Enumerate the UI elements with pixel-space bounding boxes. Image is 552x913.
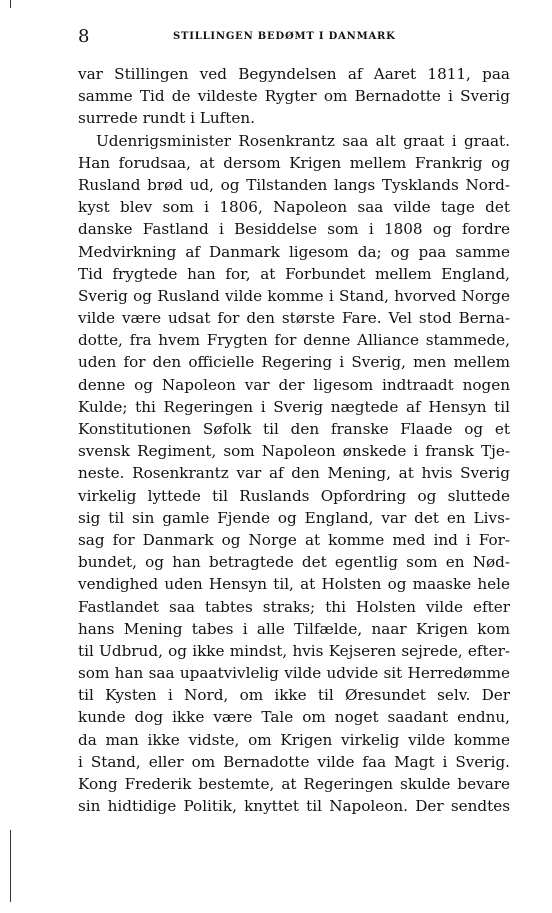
text-line: var Stillingen ved Begyndelsen af Aaret 1811, paa xyxy=(78,65,510,83)
text-line: til Udbrud, og ikke mindst, hvis Kejseren sejrede, efter- xyxy=(78,641,510,660)
text-line: Medvirkning af Danmark ligesom da; og paa samme xyxy=(78,242,510,261)
text-line: sig til sin gamle Fjende og England, var det en Livs- xyxy=(78,508,510,527)
text-line: dotte, fra hvem Frygten for denne Alliance stammede, xyxy=(78,331,510,350)
text-line: virkelig lyttede til Ruslands Opfordring og sluttede xyxy=(78,486,510,505)
text-line: Sverig og Rusland vilde komme i Stand, hvorved Norge xyxy=(78,286,510,305)
text-line: danske Fastland i Besiddelse som i 1808 og fordre xyxy=(78,220,510,239)
text-line: sag for Danmark og Norge at komme med ind i For- xyxy=(78,530,510,549)
text-line: til Kysten i Nord, om ikke til Øresundet selv. Der xyxy=(78,686,510,705)
margin-rule-top xyxy=(10,0,11,8)
text-line: vilde være udsat for den største Fare. Vel stod Berna- xyxy=(78,309,510,328)
text-line: hans Mening tabes i alle Tilfælde, naar Krigen kom xyxy=(78,619,510,638)
page-number: 8 xyxy=(78,26,90,47)
text-line: Kong Frederik bestemte, at Regeringen skulde bevare xyxy=(78,775,510,793)
text-line: Han forudsaa, at dersom Krigen mellem Frankrig og xyxy=(78,153,510,172)
text-line: Konstitutionen Søfolk til den franske Flaade og et xyxy=(78,420,510,438)
text-line: Fastlandet saa tabtes straks; thi Holsten vilde efter xyxy=(78,597,510,616)
text-line: kyst blev som i 1806, Napoleon saa vilde tage det xyxy=(78,198,510,217)
text-line: i Stand, eller om Bernadotte vilde faa Magt i Sverig. xyxy=(78,752,510,771)
text-line: uden for den officielle Regering i Sverig, men mellem xyxy=(78,353,510,372)
text-line: Rusland brød ud, og Tilstanden langs Tysklands Nord- xyxy=(78,175,510,194)
text-line: Udenrigsminister Rosenkrantz saa alt graat i graat. xyxy=(96,131,510,150)
margin-rule-bottom xyxy=(10,830,11,902)
running-title: STILLINGEN BEDØMT I DANMARK xyxy=(173,31,396,42)
text-line: surrede rundt i Luften. xyxy=(78,109,255,128)
text-line: Tid frygtede han for, at Forbundet mellem England, xyxy=(78,264,510,283)
text-line: sin hidtidige Politik, knyttet til Napoleon. Der sendtes xyxy=(78,797,510,816)
text-line: kunde dog ikke være Tale om noget saadant endnu, xyxy=(78,708,510,727)
text-line: samme Tid de vildeste Rygter om Bernadotte i Sverig xyxy=(78,87,510,106)
text-line: svensk Regiment, som Napoleon ønskede i fransk Tje- xyxy=(78,442,510,461)
text-line: bundet, og han betragtede det egentlig som en Nød- xyxy=(78,553,510,572)
text-line: som han saa upaatvivlelig vilde udvide sit Herredømme xyxy=(78,664,510,683)
text-line: da man ikke vidste, om Krigen virkelig vilde komme xyxy=(78,730,510,749)
body-text xyxy=(78,63,510,817)
text-line: denne og Napoleon var der ligesom indtraadt nogen xyxy=(78,375,510,394)
text-line: neste. Rosenkrantz var af den Mening, at hvis Sverig xyxy=(78,464,510,483)
text-line: vendighed uden Hensyn til, at Holsten og maaske hele xyxy=(78,575,510,594)
text-line: Kulde; thi Regeringen i Sverig nægtede af Hensyn til xyxy=(78,397,510,416)
running-header xyxy=(78,26,508,48)
